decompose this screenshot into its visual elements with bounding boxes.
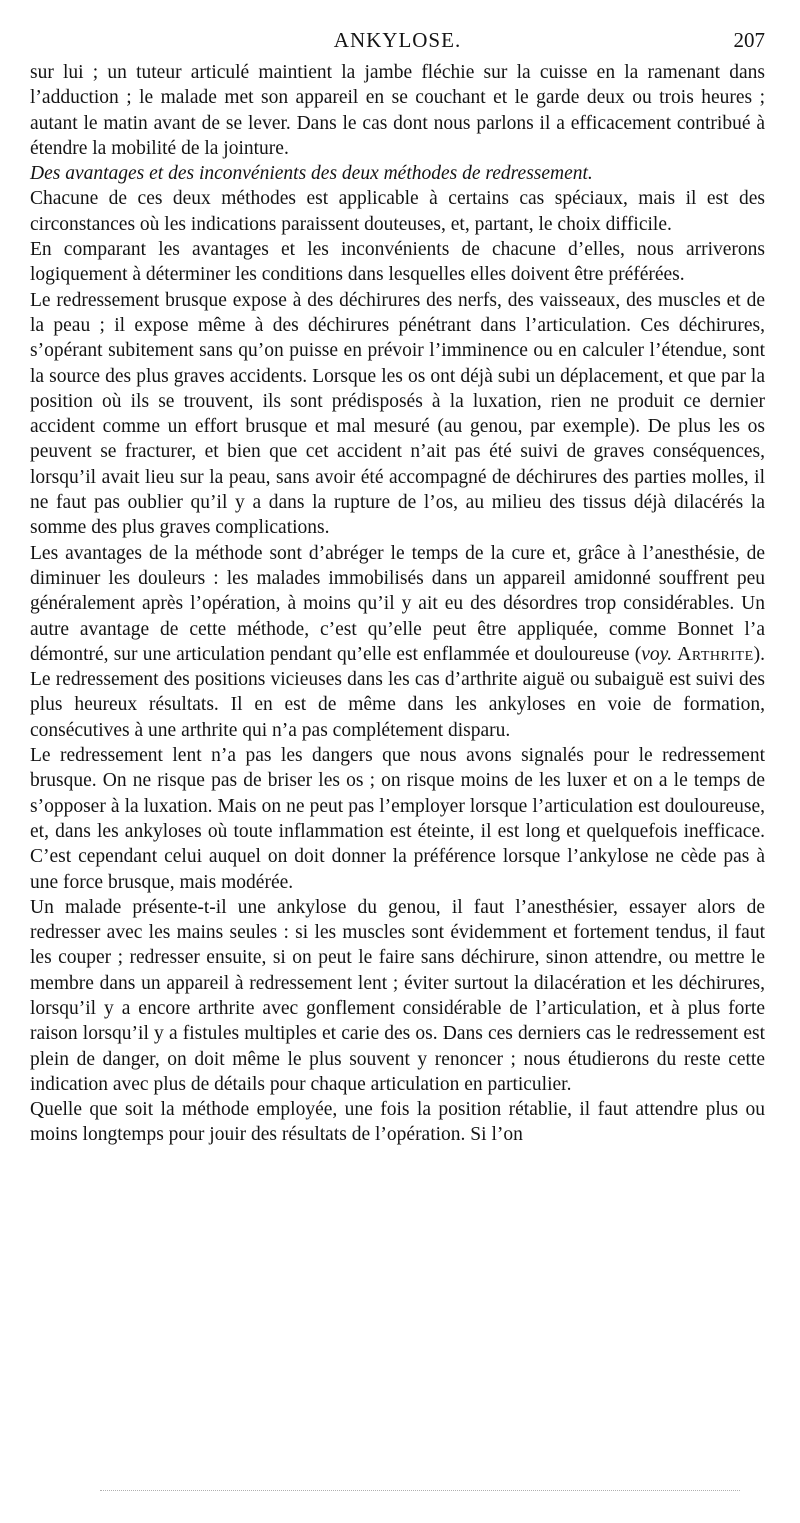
book-page [30,28,765,1148]
body-text [30,60,765,1148]
running-title: ANKYLOSE. [333,28,462,52]
page-number: 207 [733,28,765,52]
running-head [30,28,765,54]
paragraph: Le redressement brusque expose à des déchirures des nerfs, des vaisseaux, des muscles et de la peau ; il expose même à des déchirures pénétrant dans l’articulation. Ces déchirures, s’opérant subitement sans qu’on puisse en prévoir l’imminence ou en calculer l’étendue, sont la source des plus graves accidents. Lorsque les os ont déjà subi un déplacement, et que par la position où ils se trouvent, ils sont prédisposés à la luxation, rien ne produit ce dernier accident comme un effort brusque et mal mesuré (au genou, par exemple). De plus les os peuvent se fracturer, et bien que cet accident n’ait pas été suivi de graves conséquences, lorsqu’il avait lieu sur la peau, sans avoir été accompagné de déchirures des parties molles, il ne faut pas oublier qu’il y a dans la rupture de l’os, au milieu des tissus déjà dilacérés la somme des plus graves complications. [30,289,765,539]
paragraph: En comparant les avantages et les inconvénients de chacune d’elles, nous arriverons logiquement à déterminer les conditions dans lesquelles elles doivent être préférées. [30,239,765,286]
paragraph-text: Les avantages de la méthode sont d’abréger le temps de la cure et, grâce à l’anesthésie, de diminuer les douleurs : les malades immobilisés dans un appareil amidonné souffrent peu généralement après l’opération, à moins qu’il y ait eu des désordres trop considérables. Un autre avantage de cette méthode, c’est qu’elle peut être appliquée, comme Bonnet l’a démontré, sur une articulation pendant qu’elle est enflammée et douloureuse ( [30,542,765,665]
paragraph [30,541,765,743]
cross-reference-voy: voy. [641,643,673,665]
paragraph: Un malade présente-t-il une ankylose du genou, il faut l’anesthésier, essayer alors de redresser avec les mains seules : si les muscles sont évidemment et fortement tendus, il faut les couper ; redresser ensuite, si on peut le faire sans déchirure, sinon attendre, ou mettre le membre dans un appareil à redressement lent ; éviter surtout la dilacération et les déchirures, lorsqu’il y a encore arthrite avec gonflement considérable de l’articulation, et à plus forte raison lorsqu’il y a fistules multiples et carie des os. Dans ces derniers cas le redressement est plein de danger, on doit même le plus souvent y renoncer ; nous étudierons du reste cette indication avec plus de détails pour chaque articulation en particulier. [30,896,765,1095]
cross-reference-arthrite: Arthrite [677,643,754,665]
section-heading: Des avantages et des inconvénients des deux méthodes de redressement. [30,163,593,185]
paragraph: Le redressement lent n’a pas les dangers que nous avons signalés pour le redressement brusque. On ne risque pas de briser les os ; on risque moins de les luxer et on a le temps de s’opposer à la luxation. Mais on ne peut pas l’employer lorsque l’articulation est douloureuse, et, dans les ankyloses où toute inflammation est éteinte, il est long et quelquefois inefficace. C’est cependant celui auquel on doit donner la préférence lorsque l’ankylose ne cède pas à une force brusque, mais modérée. [30,745,765,893]
paragraph: sur lui ; un tuteur articulé maintient la jambe fléchie sur la cuisse en la ramenant dans l’adduction ; le malade met son appareil en se couchant et le garde deux ou trois heures ; autant le matin avant de se lever. Dans le cas dont nous parlons il a efficacement contribué à étendre la mobilité de la jointure. [30,62,765,159]
paragraph: Chacune de ces deux méthodes est applicable à certains cas spéciaux, mais il est des circonstances où les indications paraissent douteuses, et, partant, le choix difficile. [30,188,765,235]
paragraph: Quelle que soit la méthode employée, une fois la position rétablie, il faut attendre plus ou moins longtemps pour jouir des résultats de l’opération. Si l’on [30,1099,765,1146]
bottom-edge-marks [100,1490,740,1491]
paragraph-text: ). Le redressement des positions vicieuses dans les cas d’arthrite aiguë ou subaiguë est suivi des plus heureux résultats. Il en est de même dans les ankyloses en voie de formation, consécutives à une arthrite qui n’a pas complétement disparu. [30,643,766,741]
